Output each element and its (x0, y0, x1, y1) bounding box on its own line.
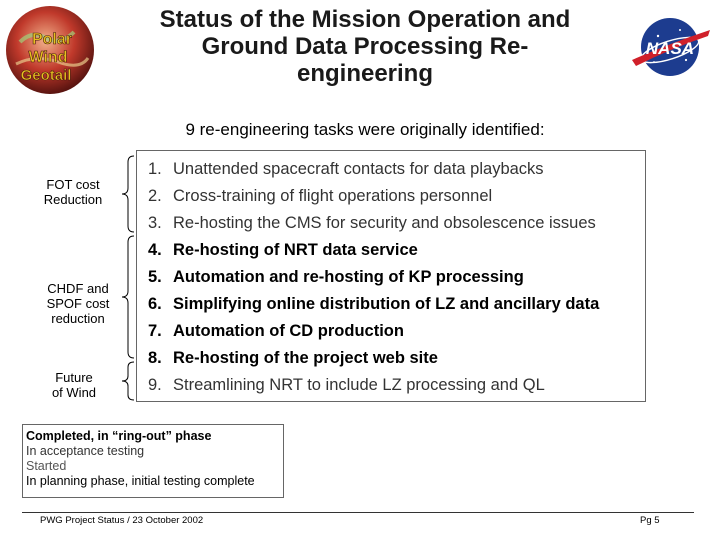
group-label-line: of Wind (51, 385, 97, 400)
list-item (148, 187, 492, 206)
page-title (110, 6, 620, 87)
legend-started: Started (26, 459, 67, 473)
list-item-text: Re-hosting the CMS for security and obsolescence issues (173, 214, 596, 232)
list-item-text: Re-hosting of NRT data service (173, 241, 418, 259)
group-label-line: reduction (51, 311, 105, 326)
group-label-line: CHDF and (47, 281, 109, 296)
list-item-text: Automation and re-hosting of KP processing (173, 268, 524, 286)
logo-line-2: Wind (28, 49, 68, 66)
subtitle: 9 re-engineering tasks were originally identified: (185, 120, 545, 139)
list-item-number: 9. (148, 376, 162, 394)
list-item-text: Streamlining NRT to include LZ processing and QL (173, 376, 545, 394)
legend-planning: In planning phase, initial testing complete (26, 474, 255, 488)
list-item-number: 6. (148, 295, 162, 313)
list-item-number: 2. (148, 187, 162, 205)
footer-divider (22, 512, 694, 513)
title-line: engineering (296, 60, 434, 87)
list-item (148, 214, 596, 233)
list-item (148, 160, 544, 179)
group-label-fot (38, 177, 108, 207)
title-line: Status of the Mission Operation and (159, 6, 571, 33)
list-item-number: 3. (148, 214, 162, 232)
nasa-logo-text: NASA (645, 39, 695, 58)
group-label-line: Future (55, 370, 93, 385)
list-item (148, 349, 438, 368)
list-item-number: 7. (148, 322, 162, 340)
footer-text: PWG Project Status / 23 October 2002 (40, 515, 204, 526)
list-item (148, 241, 418, 260)
legend-completed: Completed, in “ring-out” phase (26, 429, 212, 443)
list-item-number: 5. (148, 268, 162, 286)
brace-group-1 (120, 154, 136, 234)
list-item (148, 322, 404, 341)
list-item-text: Unattended spacecraft contacts for data playbacks (173, 160, 544, 178)
nasa-logo (628, 14, 712, 80)
polar-wind-geotail-logo (2, 2, 100, 100)
logo-line-1: Polar (31, 31, 73, 48)
brace-group-2 (120, 234, 136, 360)
group-label-future (42, 370, 106, 400)
list-item-text: Automation of CD production (173, 322, 404, 340)
list-item (148, 376, 545, 395)
list-item (148, 268, 524, 287)
list-item-number: 8. (148, 349, 162, 367)
list-item-text: Simplifying online distribution of LZ and ancillary data (173, 295, 600, 313)
legend-acceptance: In acceptance testing (26, 444, 145, 458)
group-label-chdf (38, 281, 118, 326)
logo-line-3: Geotail (20, 67, 72, 84)
list-item-text: Re-hosting of the project web site (173, 349, 438, 367)
list-item (148, 295, 599, 314)
group-label-line: FOT cost (46, 177, 100, 192)
brace-group-3 (120, 360, 136, 402)
group-label-line: Reduction (43, 192, 103, 207)
list-item-number: 1. (148, 160, 162, 178)
title-line: Ground Data Processing Re- (201, 33, 529, 60)
page-number: Pg 5 (640, 515, 660, 526)
status-legend (22, 424, 284, 498)
group-label-line: SPOF cost (46, 296, 110, 311)
list-item-number: 4. (148, 241, 162, 259)
list-item-text: Cross-training of flight operations personnel (173, 187, 493, 205)
